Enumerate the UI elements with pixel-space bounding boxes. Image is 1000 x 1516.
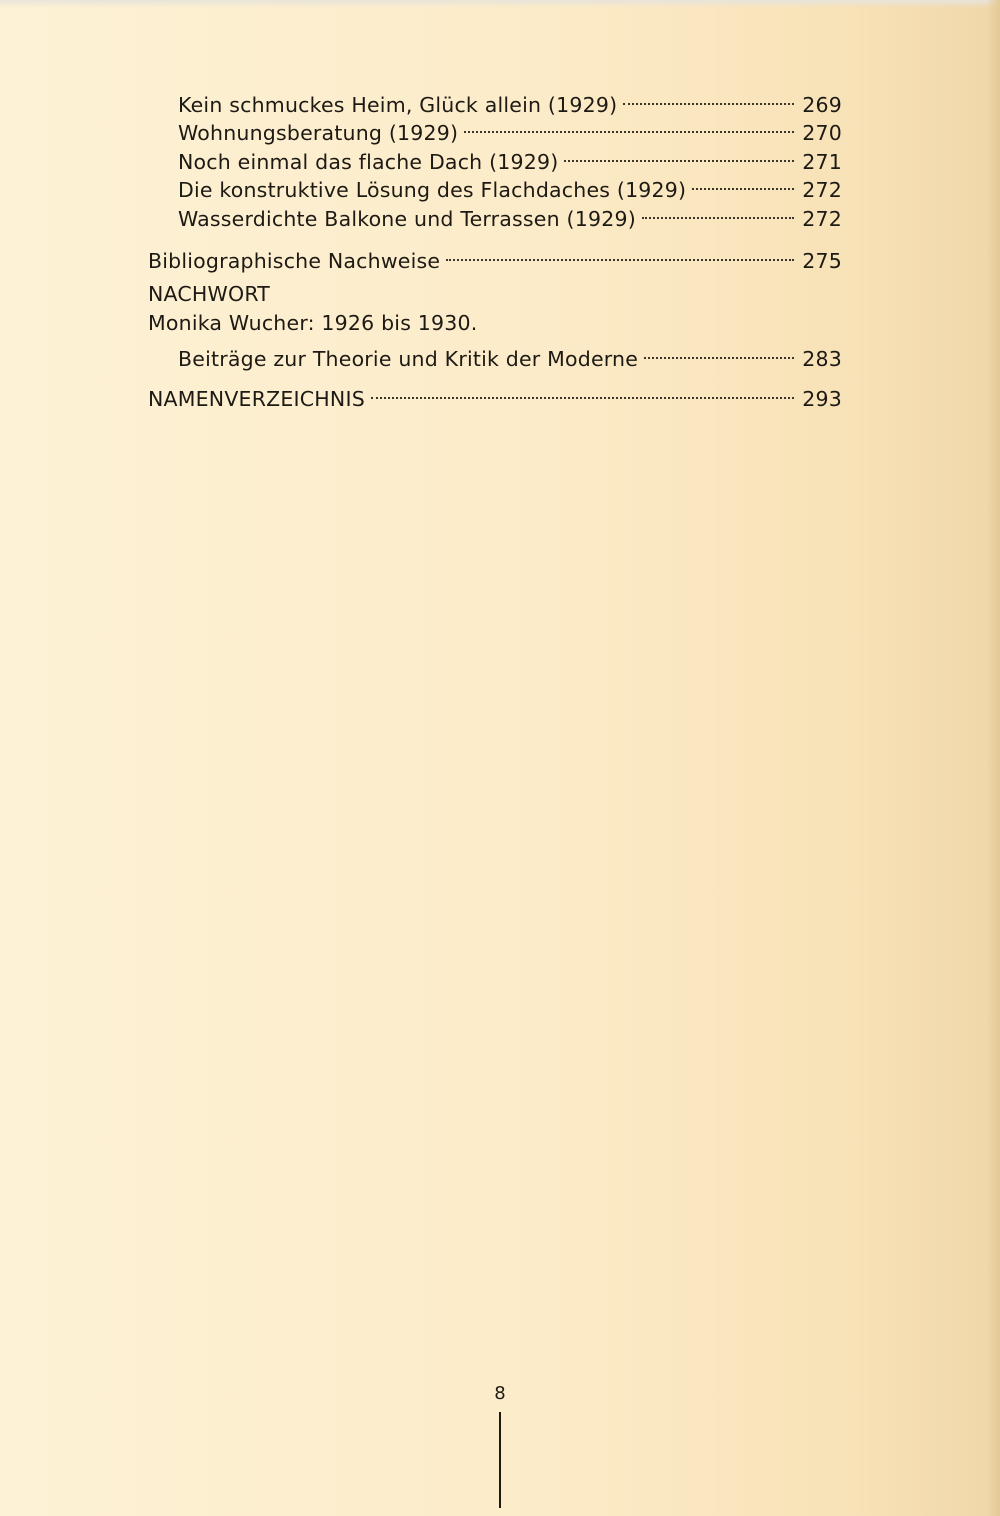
vertical-rule bbox=[499, 1412, 501, 1508]
toc-entry-nachwort[interactable] bbox=[148, 337, 842, 371]
toc-entry-page: 283 bbox=[802, 346, 842, 371]
toc-leader-dots bbox=[692, 169, 794, 198]
page-number: 8 bbox=[494, 1383, 506, 1404]
toc-nachwort-author: Monika Wucher: 1926 bis 1930. bbox=[148, 310, 478, 335]
toc-entry-page: 293 bbox=[802, 387, 842, 411]
toc-entry-title: Beiträge zur Theorie und Kritik der Moderne bbox=[178, 346, 639, 371]
toc-leader-dots bbox=[371, 378, 794, 407]
toc-entry-page: 272 bbox=[802, 206, 842, 231]
toc-leader-dots bbox=[564, 140, 794, 169]
toc-entry[interactable] bbox=[148, 83, 842, 117]
toc-entry-title: Wasserdichte Balkone und Terrassen (1929) bbox=[178, 206, 636, 231]
toc-entry-page: 270 bbox=[802, 121, 842, 145]
toc-section-heading-nachwort: NACHWORT bbox=[148, 282, 271, 306]
toc-entry-title: NAMENVERZEICHNIS bbox=[148, 387, 365, 411]
toc-leader-dots bbox=[623, 83, 794, 112]
toc-entry-title: Die konstruktive Lösung des Flachdaches (1929) bbox=[178, 178, 687, 202]
toc-entry-page: 272 bbox=[802, 178, 842, 202]
toc-entry-page: 269 bbox=[802, 92, 842, 117]
toc-entry-title: Kein schmuckes Heim, Glück allein (1929) bbox=[178, 92, 618, 117]
table-of-contents bbox=[148, 83, 842, 411]
page-top-edge bbox=[0, 0, 1000, 8]
toc-leader-dots bbox=[642, 197, 794, 226]
toc-entry-title: Noch einmal das flache Dach (1929) bbox=[178, 149, 559, 174]
toc-leader-dots bbox=[464, 112, 794, 141]
page-right-edge bbox=[986, 0, 1000, 1516]
toc-entry-page: 275 bbox=[802, 249, 842, 273]
toc-entry-bibliography[interactable] bbox=[148, 240, 842, 273]
toc-leader-dots bbox=[446, 240, 794, 269]
toc-leader-dots bbox=[644, 337, 794, 366]
toc-entry-page: 271 bbox=[802, 149, 842, 174]
toc-entry-title: Bibliographische Nachweise bbox=[148, 249, 441, 273]
toc-entry-title: Wohnungsberatung (1929) bbox=[178, 121, 459, 145]
toc-entry-index[interactable] bbox=[148, 378, 842, 411]
